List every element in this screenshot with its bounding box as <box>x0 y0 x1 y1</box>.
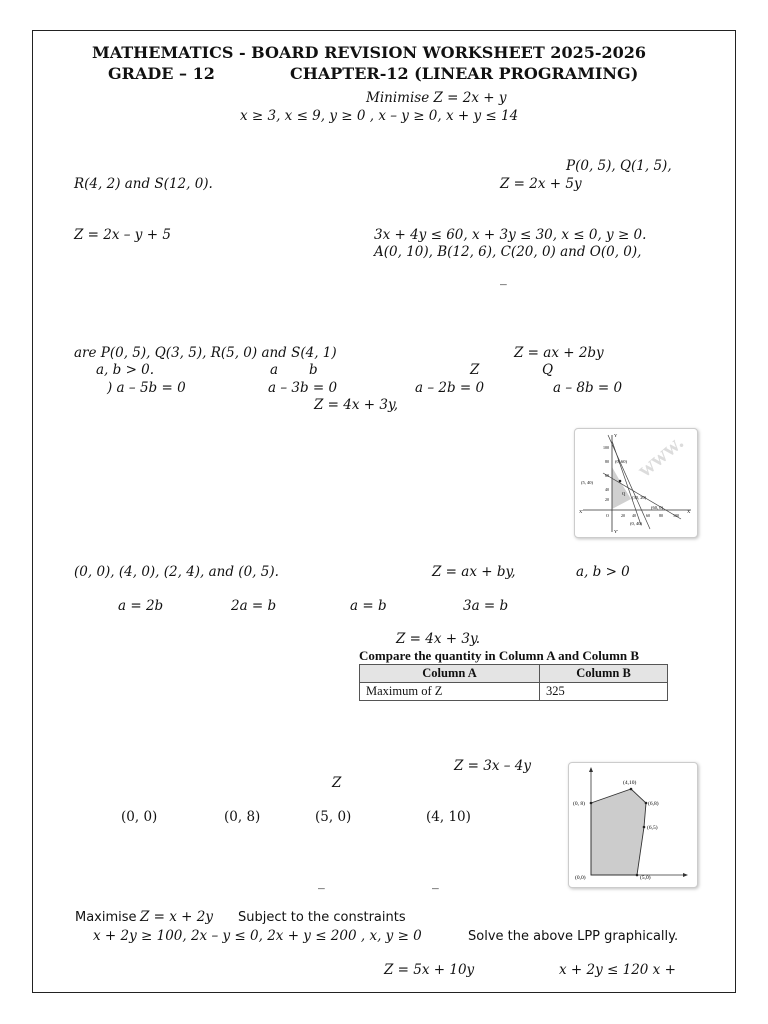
graph1-tick-y-40: 40 <box>605 487 609 492</box>
graph1-tick-y-80: 80 <box>605 459 609 464</box>
graph2-feasible-region <box>591 789 646 875</box>
graph1-point-q <box>619 480 622 483</box>
graph1-tick-x-60: 60 <box>646 513 650 518</box>
graph1-tick-x-40: 40 <box>632 513 636 518</box>
q5-option-3: a = b <box>350 598 387 614</box>
compare-table <box>359 664 668 701</box>
q4-objective-2: Z = 4x + 3y, <box>314 397 399 413</box>
graph1-tick-x-80: 80 <box>659 513 663 518</box>
q4-option-4: a – 8b = 0 <box>553 380 623 396</box>
q4-var-z: Z <box>470 362 480 378</box>
q8-subject: Subject to the constraints <box>238 910 406 925</box>
graph2-y-arrow <box>589 767 593 772</box>
graph1-tick-y-100: 100 <box>603 445 609 450</box>
feasible-region-graph-2 <box>568 762 698 888</box>
q4-objective: Z = ax + 2by <box>514 345 604 361</box>
q7-z: Z <box>332 775 342 791</box>
q4-option-2: a – 3b = 0 <box>268 380 338 396</box>
graph1-tick-x-20: 20 <box>621 513 625 518</box>
graph2-label-6-5: (6,5) <box>647 825 658 831</box>
q5-option-2: 2a = b <box>231 598 277 614</box>
chapter-label: CHAPTER-12 (LINEAR PROGRAMING) <box>290 64 639 83</box>
q4-option-3: a – 2b = 0 <box>415 380 485 396</box>
q5-objective: Z = ax + by, <box>432 564 516 580</box>
q5-points: (0, 0), (4, 0), (2, 4), and (0, 5). <box>74 564 279 580</box>
graph1-pt-label-q: Q <box>622 491 626 496</box>
q4-var-a: a <box>270 362 279 378</box>
q4-var-b: b <box>309 362 318 378</box>
graph1-tick-y-60: 60 <box>605 473 609 478</box>
graph1-tick-x-100: 100 <box>673 513 679 518</box>
q9-constraints: x + 2y ≤ 120 x + <box>559 962 676 978</box>
graph2-label-origin: (0,0) <box>575 875 586 881</box>
column-a-header: Column A <box>360 665 540 683</box>
q6-objective: Z = 4x + 3y. <box>396 631 481 647</box>
graph1-pt-2: (5, 40) <box>581 480 593 485</box>
worksheet-title: MATHEMATICS - BOARD REVISION WORKSHEET 2025-2026 <box>92 43 647 62</box>
q7-option-3: (5, 0) <box>315 809 352 825</box>
feasible-region-graph-1 <box>574 428 698 538</box>
graph1-axis-x-neg: X' <box>579 509 584 514</box>
q7-option-1: (0, 0) <box>121 809 158 825</box>
graph1-pt-4: (60, 0) <box>651 505 663 510</box>
q2-objective: Z = 2x + 5y <box>500 176 582 192</box>
q5-condition: a, b > 0 <box>576 564 630 580</box>
q1-constraints: x ≥ 3, x ≤ 9, y ≥ 0 , x – y ≥ 0, x + y ≤ 14 <box>240 108 519 124</box>
compare-instruction: Compare the quantity in Column A and Column B <box>359 648 640 663</box>
graph2-label-0-8: (0, 8) <box>573 801 585 807</box>
column-b-cell: 325 <box>540 683 668 701</box>
q3-points: A(0, 10), B(12, 6), C(20, 0) and O(0, 0), <box>374 244 642 260</box>
q4-option-1: ) a – 5b = 0 <box>107 380 186 396</box>
q7-dash-1: _ <box>318 874 325 890</box>
q9-objective: Z = 5x + 10y <box>384 962 475 978</box>
graph1-pt-3: (30, 20) <box>632 495 647 500</box>
q5-option-4: 3a = b <box>463 598 509 614</box>
q8-constraints: x + 2y ≥ 100, 2x – y ≤ 0, 2x + y ≤ 200 , x, y ≥ 0 <box>93 928 422 944</box>
q3-constraints: 3x + 4y ≤ 60, x + 3y ≤ 30, x ≤ 0, y ≥ 0. <box>374 227 647 243</box>
graph1-pt-1: (0, 60) <box>615 459 627 464</box>
q4-var-q: Q <box>542 362 554 378</box>
q7-dash-2: _ <box>432 874 439 890</box>
q7-option-4: (4, 10) <box>426 809 471 825</box>
q8-tail: Solve the above LPP graphically. <box>468 929 679 944</box>
q5-option-1: a = 2b <box>118 598 164 614</box>
q1-objective: Minimise Z = 2x + y <box>366 90 507 106</box>
q4-condition: a, b > 0. <box>96 362 155 378</box>
graph2-label-6-8: (6,8) <box>648 801 659 807</box>
q4-points: are P(0, 5), Q(3, 5), R(5, 0) and S(4, 1) <box>74 345 337 361</box>
q7-option-2: (0, 8) <box>224 809 261 825</box>
table-row <box>360 683 668 701</box>
graph1-watermark: www. <box>631 429 688 482</box>
column-b-header: Column B <box>540 665 668 683</box>
graph1-axis-x: X <box>687 509 691 514</box>
column-a-cell: Maximum of Z <box>360 683 540 701</box>
graph1-tick-y-20: 20 <box>605 497 609 502</box>
q3-objective: Z = 2x – y + 5 <box>74 227 171 243</box>
grade-label: GRADE – 12 <box>108 64 215 83</box>
q8-objective: Z = x + 2y <box>140 909 213 925</box>
q3-dash: _ <box>500 270 507 286</box>
graph1-axis-y: Y <box>614 433 618 438</box>
q2-points-b: R(4, 2) and S(12, 0). <box>74 176 213 192</box>
graph1-pt-5: (0, 40) <box>630 521 642 526</box>
graph2-label-4-10: (4,10) <box>623 780 637 786</box>
q8-lead: Maximise <box>75 910 137 925</box>
q2-points-a: P(0, 5), Q(1, 5), <box>566 158 672 174</box>
graph2-label-5-0: (5,0) <box>640 875 651 881</box>
graph2-x-arrow <box>683 873 688 877</box>
graph1-axis-y-neg: Y' <box>614 529 619 534</box>
compare-table-header <box>360 665 668 683</box>
graph1-origin: O <box>606 513 609 518</box>
q7-objective: Z = 3x – 4y <box>454 758 532 774</box>
